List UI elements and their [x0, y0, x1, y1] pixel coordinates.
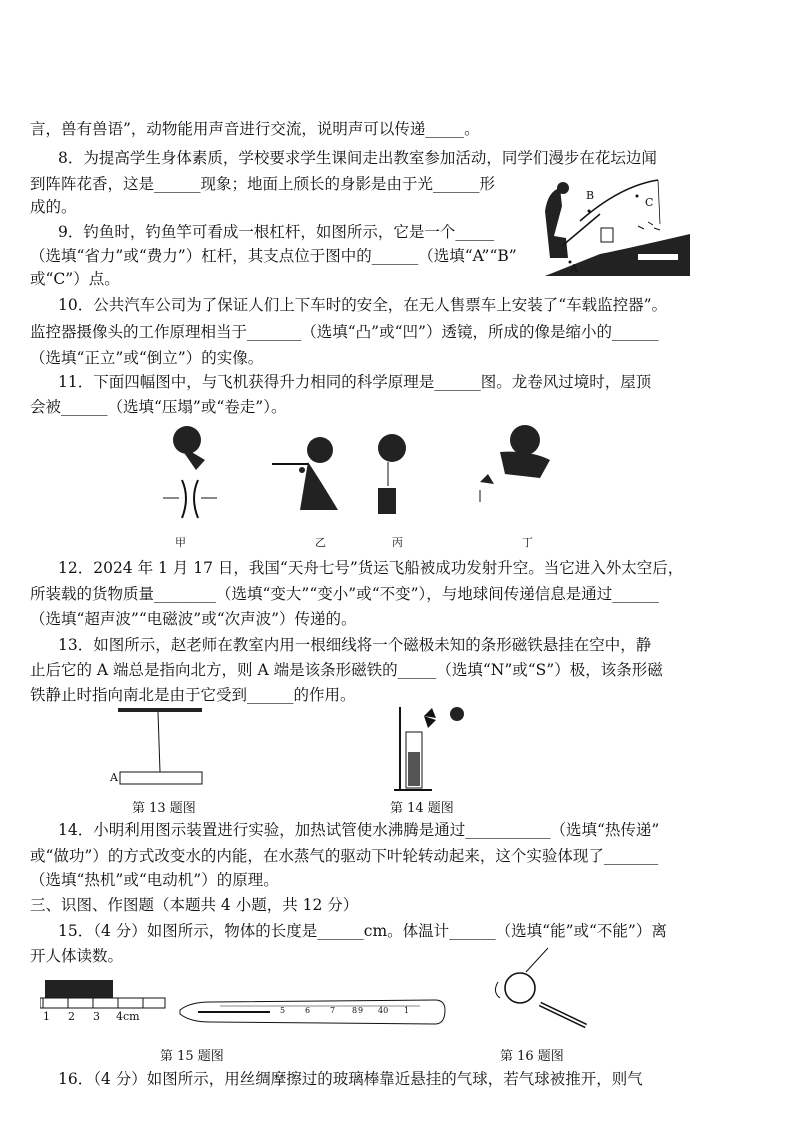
- thermo-number: 6: [305, 1006, 311, 1015]
- question-13: 13．如图所示，赵老师在教室内用一根细线将一个磁极未知的条形磁铁悬挂在空中，静: [58, 636, 652, 654]
- thermo-number: 7: [330, 1006, 336, 1015]
- thermo-number: 9: [358, 1006, 364, 1015]
- thermo-number: 8: [352, 1006, 358, 1015]
- question-9: 9．钓鱼时，钓鱼竿可看成一根杠杆，如图所示，它是一个_____: [58, 223, 495, 241]
- question-8: 8．为提高学生身体素质，学校要求学生课间走出教室参加活动，同学们漫步在花坛边闻: [58, 149, 657, 167]
- caption-14: 第 14 题图: [390, 801, 454, 816]
- thermo-number: 40: [378, 1006, 389, 1015]
- ruler-number: 4cm: [116, 1010, 140, 1023]
- thermo-number: 1: [404, 1006, 410, 1015]
- text-line: 成的。: [30, 198, 77, 216]
- label-c: C: [645, 196, 654, 209]
- label-bing: 丙: [392, 536, 403, 549]
- question-16: 16．（4 分）如图所示，用丝绸摩擦过的玻璃棒靠近悬挂的气球，若气球被推开，则气: [58, 1070, 643, 1088]
- text-line: 或“C”）点。: [30, 270, 120, 288]
- ruler-number: 3: [93, 1010, 100, 1023]
- label-yi: 乙: [315, 536, 326, 549]
- text-line: 所装载的货物质量________（选填“变大”“变小”或“不变”），与地球间传递信息是通过______: [30, 585, 659, 603]
- thermo-number: 5: [280, 1006, 286, 1015]
- question-11: 11．下面四幅图中，与飞机获得升力相同的科学原理是______图。龙卷风过境时，屋顶: [58, 373, 652, 391]
- caption-13: 第 13 题图: [132, 801, 196, 816]
- text-line: （选填“正立”或“倒立”）的实像。: [30, 349, 264, 367]
- label-a-end: A: [110, 771, 118, 784]
- figure-14-steam-apparatus: [392, 702, 482, 794]
- ruler-number: 2: [68, 1010, 75, 1023]
- figure-16-balloon-rod: [490, 946, 610, 1036]
- figure-15-ruler-thermometer: [40, 980, 460, 1040]
- label-b: B: [586, 189, 595, 202]
- text-line: 或“做功”）的方式改变水的内能，在水蒸气的驱动下叶轮转动起来，这个实验体现了_______: [30, 847, 659, 865]
- text-line: 止后它的 A 端总是指向北方，则 A 端是该条形磁铁的_____（选填“N”或“S”）极，该条形磁: [30, 661, 663, 679]
- caption-15: 第 15 题图: [160, 1049, 224, 1064]
- text-line-q7-end: 言，兽有兽语”，动物能用声音进行交流，说明声可以传递_____。: [30, 120, 480, 138]
- figure-11-experiments: [160, 420, 580, 550]
- text-line: （选填“超声波”“电磁波”或“次声波”）传递的。: [30, 610, 357, 628]
- question-12: 12．2024 年 1 月 17 日，我国“天舟七号”货运飞船被成功发射升空。当它进入外太空后，: [58, 559, 684, 577]
- figure-9-fishing: [540, 176, 690, 276]
- text-line: 到阵阵花香，这是______现象；地面上颀长的身影是由于光______形: [30, 175, 496, 193]
- question-10: 10．公共汽车公司为了保证人们上下车时的安全，在无人售票车上安装了“车载监控器”。: [58, 296, 668, 314]
- text-line: 铁静止时指向南北是由于它受到______的作用。: [30, 686, 356, 704]
- question-14: 14．小明利用图示装置进行实验，加热试管使水沸腾是通过___________（选填“热传递”: [58, 821, 660, 839]
- label-a: A: [570, 262, 578, 275]
- ruler-number: 1: [43, 1010, 50, 1023]
- figure-13-hanging-magnet: [110, 706, 210, 791]
- text-line: 开人体读数。: [30, 947, 124, 965]
- label-jia: 甲: [175, 536, 186, 549]
- text-line: （选填“省力”或“费力”）杠杆，其支点位于图中的______（选填“A”“B”: [30, 247, 517, 265]
- caption-16: 第 16 题图: [500, 1049, 564, 1064]
- section-heading-3: 三、识图、作图题（本题共 4 小题，共 12 分）: [30, 896, 359, 914]
- text-line: （选填“热机”或“电动机”）的原理。: [30, 871, 279, 889]
- text-line: 监控器摄像头的工作原理相当于_______（选填“凸”或“凹”）透镜，所成的像是缩小的______: [30, 323, 659, 341]
- question-15: 15．（4 分）如图所示，物体的长度是______cm。体温计______（选填“能”或“不能”）离: [58, 922, 667, 940]
- label-ding: 丁: [522, 536, 533, 549]
- text-line: 会被______（选填“压塌”或“卷走”）。: [30, 398, 287, 416]
